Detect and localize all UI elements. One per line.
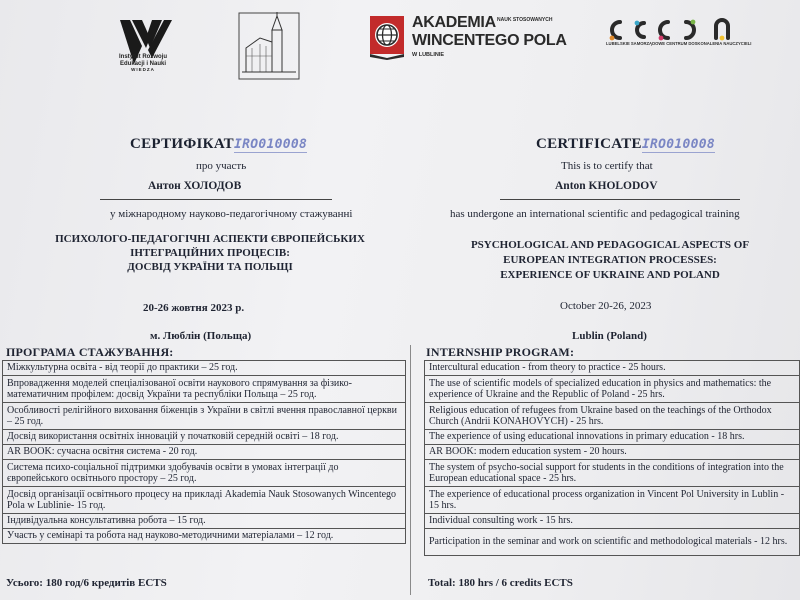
uk-total: Усього: 180 год/6 кредитів ECTS	[6, 577, 167, 589]
uk-description: у міжнародному науково-педагогічному стажуванні	[110, 208, 353, 220]
table-row: The use of scientific models of specialized education in physics and mathematics: the experience of Ukraine and the Republic of Poland - 25 hrs.	[425, 376, 800, 403]
table-row: The experience of educational process organization in Vincent Pol University in Lublin - 15 hrs.	[425, 487, 800, 514]
akademia-name-line2: WINCENTEGO POLA	[412, 32, 567, 49]
church-logo-icon	[238, 12, 300, 80]
table-row: Intercultural education - from theory to practice - 25 hours.	[425, 361, 800, 376]
akademia-name-line1: AKADEMIA	[412, 14, 496, 31]
table-row: Впровадження моделей спеціалізованої освіти наукового спрямування за фізико-математичним профілем: досвід України та республіки Польща – 25 год.	[3, 376, 406, 403]
akademia-nauk-label: NAUK STOSOWANYCH	[497, 17, 553, 23]
en-description: has undergone an international scientific and pedagogical training	[450, 208, 740, 220]
en-certificate-title: CERTIFICATEIRO010008	[536, 136, 715, 152]
akademia-logo-icon	[368, 14, 408, 60]
table-row: Participation in the seminar and work on scientific and methodological materials - 12 hrs.	[425, 529, 800, 556]
column-divider	[410, 345, 411, 595]
uk-program-title: ПРОГРАМА СТАЖУВАННЯ:	[6, 345, 174, 359]
table-row: AR BOOK: modern education system - 20 hours.	[425, 445, 800, 460]
en-recipient-name: Anton KHOLODOV	[555, 180, 658, 192]
en-program-title: INTERNSHIP PROGRAM:	[426, 345, 575, 359]
table-row: Досвід організації освітнього процесу на прикладі Akademia Nauk Stosowanych Wincentego Pola w Lublinie- 15 год.	[3, 487, 406, 514]
table-row: The experience of using educational innovations in primary education - 18 hrs.	[425, 430, 800, 445]
en-topic: PSYCHOLOGICAL AND PEDAGOGICAL ASPECTS OF EUROPEAN INTEGRATION PROCESSES: EXPERIENCE OF UKRAINE AND POLAND	[470, 239, 750, 281]
uk-place: м. Люблін (Польща)	[150, 330, 252, 342]
uk-program-table	[2, 360, 406, 544]
en-place: Lublin (Poland)	[572, 330, 647, 342]
akademia-name-line3: W LUBLINIE	[412, 52, 445, 58]
uk-topic: ПСИХОЛОГО-ПЕДАГОГІЧНІ АСПЕКТИ ЄВРОПЕЙСЬКИХ ІНТЕГРАЦІЙНИХ ПРОЦЕСІВ: ДОСВІД УКРАЇНИ ТА ПОЛЬЩІ	[55, 233, 365, 273]
table-row: Міжкультурна освіта - від теорії до практики – 25 год.	[3, 361, 406, 376]
table-row: Особливості релігійного виховання біженців з України в світлі вчення православної церкви – 25 год.	[3, 403, 406, 430]
en-total: Total: 180 hrs / 6 credits ECTS	[428, 577, 573, 589]
iri-logo-icon	[112, 14, 172, 84]
uk-recipient-name: Антон ХОЛОДОВ	[148, 180, 242, 192]
iri-logo-text: Instytut Rozwoju Edukacji i Nauki WIEDZA	[119, 54, 167, 72]
lscdn-logo-icon	[606, 18, 742, 42]
table-row: Індивідуальна консультативна робота – 15 год.	[3, 514, 406, 529]
table-row: Система психо-соціальної підтримки здобувачів освіти в умовах інтеграції до європейського освітнього простору – 25 год.	[3, 460, 406, 487]
table-row: Участь у семінарі та робота над науково-методичними матеріалами – 12 год.	[3, 529, 406, 544]
lscdn-logo-caption: LUBELSKIE SAMORZĄDOWE CENTRUM DOSKONALENIA NAUCZYCIELI	[606, 41, 752, 46]
en-dates: October 20-26, 2023	[560, 300, 652, 312]
table-row: Religious education of refugees from Ukraine based on the teachings of the Orthodox Church (Andrii KONAHOVYCH) - 25 hrs.	[425, 403, 800, 430]
uk-certificate-number: IRO010008	[233, 137, 308, 152]
uk-certificate-title: СЕРТИФІКАТIRO010008	[130, 136, 308, 152]
uk-name-underline	[100, 199, 332, 200]
table-row: Individual consulting work - 15 hrs.	[425, 514, 800, 529]
en-certificate-number: IRO010008	[641, 137, 715, 152]
table-row: AR BOOK: сучасна освітня система - 20 год.	[3, 445, 406, 460]
uk-dates: 20-26 жовтня 2023 р.	[143, 302, 245, 314]
en-program-table	[424, 360, 800, 556]
en-about-line: This is to certify that	[561, 160, 653, 172]
en-name-underline	[500, 199, 740, 200]
table-row: Досвід використання освітніх інновацій у початковій середній освіті – 18 год.	[3, 430, 406, 445]
uk-about-line: про участь	[196, 160, 247, 172]
table-row: The system of psycho-social support for students in the conditions of integration into the European educational space - 25 hrs.	[425, 460, 800, 487]
